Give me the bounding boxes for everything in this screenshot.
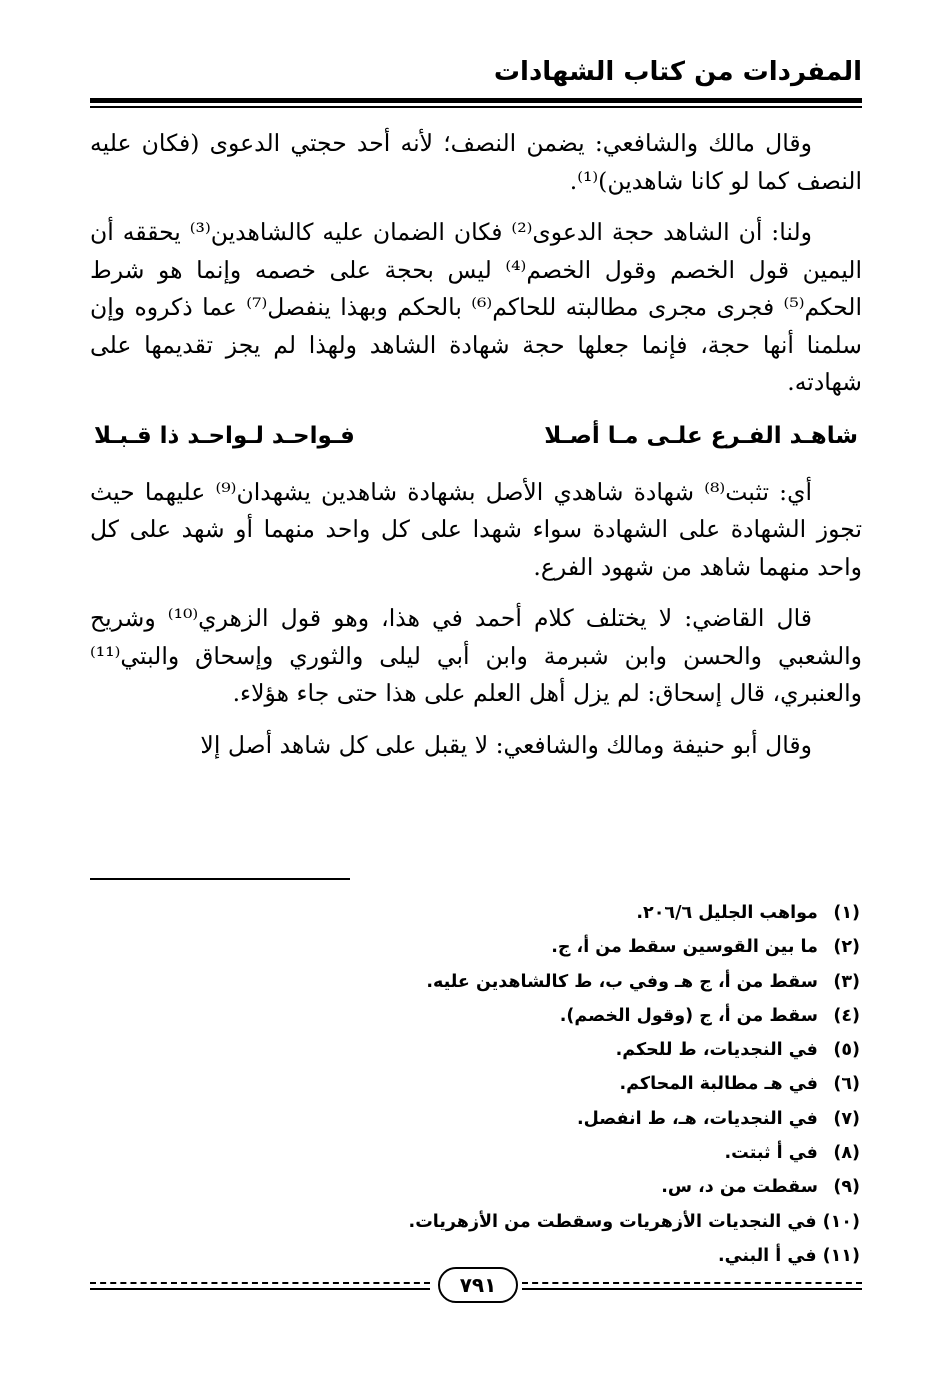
book-page [90, 30, 862, 1360]
footnote-text: سقط من أ، ج هـ وفي ب، ط كالشاهدين عليه. [426, 971, 818, 992]
footnote-text: في هـ مطالبة المحاكم. [619, 1074, 818, 1095]
footer-rule-solid-left [90, 1288, 430, 1290]
footnote-text: سقطت من د، س. [661, 1177, 818, 1198]
footnote-text: في النجديات، ط للحكم. [615, 1040, 818, 1061]
footnote-text: مواهب الجليل ٢٠٦/٦. [636, 903, 818, 923]
footnote-item [90, 1067, 860, 1101]
body-text [90, 125, 862, 778]
footnote-text: في النجديات الأزهريات وسقطت من الأزهريات. [408, 1211, 817, 1232]
paragraph-4: قال القاضي: لا يختلف كلام أحمد في هذا، وهو قول الزهري⁽¹⁰⁾ وشريح والشعبي والحسن وابن شبرمة وابن أبي ليلى والثوري وإسحاق والبتي⁽¹¹⁾ والعنبري، قال إسحاق: لم يزل أهل العلم على هذا حتى جاء هؤلاء. [90, 604, 862, 707]
footnote-number: (٢) [833, 937, 860, 958]
header-rule [90, 98, 862, 103]
footnote-number: (٥) [833, 1040, 860, 1061]
verse-line [90, 416, 862, 456]
footnote-item [90, 965, 860, 999]
footnote-text: في النجديات، هـ، ط انفصل. [576, 1108, 818, 1129]
verse-hemistich-2: فـواحـد لـواحـد ذا قـبـلا [94, 422, 355, 449]
footnote-item [90, 1170, 860, 1204]
footnote-number: (٤) [833, 1005, 860, 1026]
footnote-text: في أ البني. [717, 1245, 817, 1266]
footnotes-list [90, 896, 860, 1273]
footnote-number: (١) [833, 903, 860, 923]
page-number: ٧٩١ [438, 1267, 518, 1303]
footnote-text: ما بين القوسين سقط من أ، ج. [551, 937, 818, 958]
paragraph-1: وقال مالك والشافعي: يضمن النصف؛ لأنه أحد حجتي الدعوى (فكان عليه النصف كما لو كانا شاهدين)⁽¹⁾. [90, 129, 862, 195]
footnote-number: (١١) [822, 1245, 860, 1266]
paragraph-2: ولنا: أن الشاهد حجة الدعوى⁽²⁾ فكان الضمان عليه كالشاهدين⁽³⁾ يحققه أن اليمين قول الخصم وقول الخصم⁽⁴⁾ ليس بحجة على خصمه وإنما هو شرط الحكم⁽⁵⁾ فجرى مجرى مطالبته للحاكم⁽⁶⁾ بالحكم وبهذا ينفصل⁽⁷⁾ عما ذكروه وإن سلمنا أنها حجة، فإنما جعلها حجة شهادة الشاهد ولهذا لم يجز تقديمها على شهادته. [90, 218, 862, 396]
header-rule-thin [90, 106, 862, 108]
footnote-item [90, 930, 860, 964]
paragraph-5: وقال أبو حنيفة ومالك والشافعي: لا يقبل على كل شاهد أصل إلا [200, 730, 812, 759]
footer-rule-dashed-right [522, 1282, 862, 1284]
footnote-number: (٣) [833, 971, 860, 992]
footnote-number: (٩) [833, 1177, 860, 1198]
footnote-item [90, 999, 860, 1033]
footnote-item [90, 1205, 860, 1239]
footnote-item [90, 1033, 860, 1067]
footer-rule-dashed-left [90, 1282, 430, 1284]
footer-rule-solid-right [522, 1288, 862, 1290]
footnote-number: (٧) [833, 1108, 860, 1129]
footnote-number: (١٠) [822, 1211, 860, 1232]
running-header: المفردات من كتاب الشهادات [493, 57, 862, 87]
footnote-number: (٦) [833, 1074, 860, 1095]
footnote-item [90, 1136, 860, 1170]
paragraph-3: أي: تثبت⁽⁸⁾ شهادة شاهدي الأصل بشهادة شاهدين يشهدان⁽⁹⁾ عليهما حيث تجوز الشهادة على الشهادة سواء شهدا على كل واحد منهما أو شهد على كل واحد منهما شاهد من شهود الفرع. [90, 477, 862, 581]
footnote-item [90, 1102, 860, 1136]
footnote-text: سقط من أ، ج (وقول الخصم). [559, 1005, 818, 1026]
verse-hemistich-1: شاهـد الفـرع علـى مـا أصـلا [544, 422, 858, 449]
footnote-number: (٨) [833, 1143, 860, 1164]
footnote-text: في أ ثبتت. [724, 1143, 818, 1164]
footnote-separator [90, 878, 350, 880]
footnote-item [90, 896, 860, 930]
